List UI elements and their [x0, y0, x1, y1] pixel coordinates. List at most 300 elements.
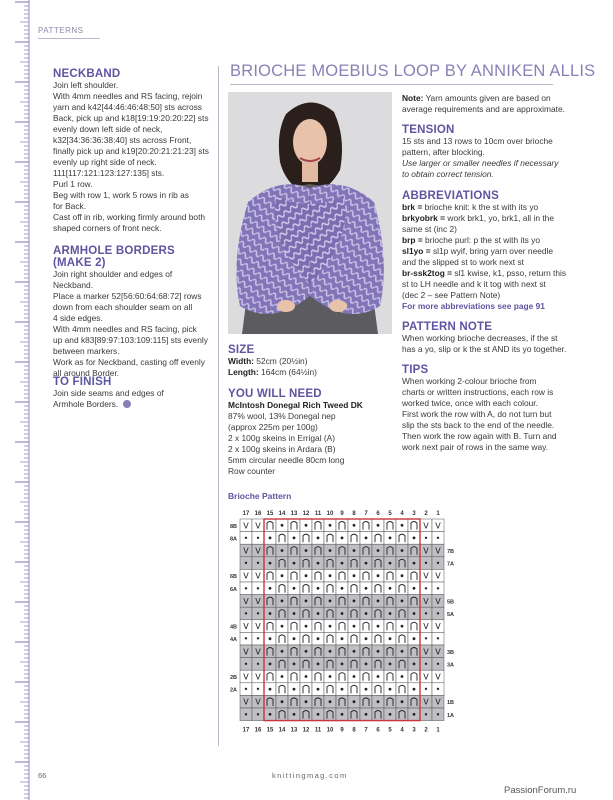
- slip-symbol: •: [435, 659, 441, 669]
- column-number: 16: [254, 727, 262, 734]
- brp-symbol: [329, 675, 332, 678]
- row-label-left: 4B: [229, 624, 237, 631]
- brp-symbol: [329, 524, 332, 527]
- abbreviation-line: [402, 213, 607, 224]
- chart-cell: [408, 620, 420, 633]
- chart-cell: [384, 519, 396, 532]
- abbreviation-definition: same st (inc 2): [402, 224, 457, 234]
- site-url: knittingmag.com: [272, 771, 348, 780]
- slip-symbol: V: [435, 546, 441, 556]
- row-label-left: 6B: [229, 574, 237, 581]
- chart-cell: [336, 544, 348, 557]
- chart-cell: [288, 620, 300, 633]
- chart-cell: [384, 695, 396, 708]
- chart-cell: [324, 658, 336, 671]
- note-line-1: Yarn amounts given are based on: [425, 93, 551, 103]
- neckband-line: Back, pick up and k18[19:19:20:20:22] sts: [53, 113, 209, 123]
- brp-symbol: [329, 600, 332, 603]
- armhole-line: down from each shoulder seam on all: [53, 302, 193, 312]
- pattern-note-heading: PATTERN NOTE: [402, 321, 493, 333]
- brp-symbol: [281, 700, 284, 703]
- slip-symbol: V: [423, 521, 429, 531]
- materials-text: [228, 411, 398, 477]
- row-label-left: 2B: [229, 675, 237, 681]
- slip-symbol: V: [435, 672, 441, 682]
- slip-symbol: •: [423, 559, 429, 569]
- chart-cell: [288, 645, 300, 658]
- brp-symbol: [317, 562, 320, 565]
- slip-symbol: V: [435, 622, 441, 632]
- slip-symbol: V: [435, 647, 441, 657]
- materials-line: Row counter: [228, 466, 276, 476]
- abbreviation-definition: (dec 2 – see Pattern Note): [402, 290, 501, 300]
- column-number: 17: [242, 511, 250, 517]
- chart-cell: [408, 544, 420, 557]
- row-label-left: 4A: [229, 637, 237, 644]
- chart-cell: [300, 658, 312, 671]
- chart-cell: [336, 670, 348, 683]
- chart-cell: [288, 519, 300, 532]
- section-label: PATTERNS: [38, 26, 84, 35]
- chart-cell: [324, 582, 336, 595]
- abbreviation-definition: and the slipped st to work next st: [402, 257, 524, 267]
- abbreviation-line: [402, 224, 607, 235]
- slip-symbol: •: [243, 710, 249, 720]
- neckband-line: 111[117:121:123:127:135] sts.: [53, 168, 165, 178]
- slip-symbol: •: [423, 634, 429, 644]
- materials-line: 5mm circular needle 80cm long: [228, 455, 345, 465]
- brp-symbol: [329, 549, 332, 552]
- tension-line-2: pattern, after blocking.: [402, 147, 485, 157]
- slip-symbol: V: [255, 672, 261, 682]
- page-ruler: [0, 0, 30, 800]
- brp-symbol: [305, 549, 308, 552]
- slip-symbol: •: [435, 533, 441, 543]
- tension-section: [402, 124, 602, 180]
- row-label-right: 7B: [447, 549, 455, 555]
- slip-symbol: •: [435, 584, 441, 594]
- yarn-name: McIntosh Donegal Rich Tweed DK: [228, 400, 363, 410]
- brp-symbol: [305, 675, 308, 678]
- brp-symbol: [269, 612, 272, 615]
- brp-symbol: [341, 713, 344, 716]
- chart-cell: [396, 683, 408, 696]
- row-label-right: 7A: [447, 561, 455, 568]
- slip-symbol: V: [435, 697, 441, 707]
- neckband-line: finally pick up and k19[20:20:21:21:23] sts: [53, 146, 209, 156]
- slip-symbol: •: [423, 584, 429, 594]
- slip-symbol: V: [423, 697, 429, 707]
- armhole-line: Neckband.: [53, 280, 94, 290]
- row-label-right: 5B: [447, 599, 455, 606]
- chart-cell: [312, 620, 324, 633]
- slip-symbol: V: [255, 697, 261, 707]
- chart-cell: [312, 695, 324, 708]
- abbreviation-definition: brioche knit: k the st with its yo: [422, 202, 539, 212]
- chart-cell: [360, 645, 372, 658]
- column-number: 14: [278, 727, 286, 734]
- slip-symbol: •: [423, 609, 429, 619]
- chart-cell: [300, 683, 312, 696]
- brp-symbol: [365, 663, 368, 666]
- page-title: BRIOCHE MOEBIUS LOOP BY ANNIKEN ALLIS: [230, 62, 553, 85]
- section-underline: [38, 38, 100, 39]
- materials-line: 2 x 100g skeins in Ardara (B): [228, 444, 336, 454]
- slip-symbol: V: [243, 697, 249, 707]
- armhole-heading: ARMHOLE BORDERS (MAKE 2): [53, 245, 175, 269]
- brp-symbol: [401, 625, 404, 628]
- slip-symbol: V: [255, 622, 261, 632]
- chart-cell: [264, 695, 276, 708]
- chart-cell: [276, 582, 288, 595]
- brp-symbol: [269, 537, 272, 540]
- brp-symbol: [413, 562, 416, 565]
- brp-symbol: [353, 625, 356, 628]
- slip-symbol: V: [423, 546, 429, 556]
- brp-symbol: [305, 574, 308, 577]
- brp-symbol: [293, 562, 296, 565]
- brp-symbol: [365, 612, 368, 615]
- chart-cell: [312, 569, 324, 582]
- abbreviation-term: brk =: [402, 202, 423, 212]
- column-number: 6: [376, 511, 380, 517]
- brp-symbol: [389, 562, 392, 565]
- abbreviation-term: br-ssk2tog =: [402, 268, 453, 278]
- brp-symbol: [389, 663, 392, 666]
- chart-cell: [348, 658, 360, 671]
- brp-symbol: [377, 700, 380, 703]
- brp-symbol: [293, 663, 296, 666]
- brp-symbol: [305, 600, 308, 603]
- neckband-line: yarn and k42[44:46:46:48:50] sts across: [53, 102, 202, 112]
- slip-symbol: •: [435, 710, 441, 720]
- column-number: 12: [302, 727, 310, 734]
- chart-cell: [300, 632, 312, 645]
- chart-cell: [372, 557, 384, 570]
- size-heading: SIZE: [228, 344, 255, 356]
- width-label: Width:: [228, 356, 254, 366]
- chart-cell: [288, 544, 300, 557]
- brp-symbol: [317, 537, 320, 540]
- slip-symbol: V: [243, 622, 249, 632]
- brp-symbol: [353, 650, 356, 653]
- neckband-text: [53, 80, 215, 234]
- brp-symbol: [365, 713, 368, 716]
- brp-symbol: [293, 537, 296, 540]
- chart-cell: [348, 708, 360, 721]
- chart-cell: [312, 670, 324, 683]
- chart-title: Brioche Pattern: [228, 491, 292, 501]
- brp-symbol: [401, 574, 404, 577]
- chart-cell: [336, 645, 348, 658]
- neckband-line: for Back.: [53, 201, 87, 211]
- neckband-line: With 4mm needles and RS facing, rejoin: [53, 91, 203, 101]
- chart-cell: [288, 670, 300, 683]
- column-number: 15: [266, 727, 274, 734]
- brp-symbol: [281, 650, 284, 653]
- chart-cell: [408, 595, 420, 608]
- abbreviations-heading: ABBREVIATIONS: [402, 190, 499, 202]
- finish-section: [53, 376, 215, 410]
- row-label-right: 5A: [447, 612, 455, 618]
- slip-symbol: •: [423, 533, 429, 543]
- chart-cell: [348, 683, 360, 696]
- abbreviations-list: [402, 202, 607, 301]
- watermark: PassionForum.ru: [504, 785, 577, 796]
- neckband-line: Beg with row 1, work 5 rows in rib as: [53, 190, 189, 200]
- pattern-note-line-2: has a yo, slip or k the st AND its yo together.: [402, 344, 567, 354]
- brp-symbol: [305, 524, 308, 527]
- abbreviation-line: [402, 279, 607, 290]
- abbreviation-definition: sl1p wyif, bring yarn over needle: [430, 246, 554, 256]
- brp-symbol: [269, 637, 272, 640]
- chart-cell: [336, 519, 348, 532]
- slip-symbol: V: [243, 647, 249, 657]
- column-number: 8: [352, 727, 356, 734]
- brp-symbol: [317, 688, 320, 691]
- brp-symbol: [293, 612, 296, 615]
- chart-cell: [408, 519, 420, 532]
- armhole-line: 4 side edges.: [53, 313, 103, 323]
- slip-symbol: •: [435, 634, 441, 644]
- armhole-line: With 4mm needles and RS facing, pick: [53, 324, 197, 334]
- column-number: 9: [340, 511, 344, 517]
- chart-cell: [276, 532, 288, 545]
- column-number: 1: [436, 511, 440, 517]
- row-label-left: 8A: [229, 536, 237, 543]
- materials-line: (approx 225m per 100g): [228, 422, 318, 432]
- chart-cell: [324, 683, 336, 696]
- column-number: 3: [412, 727, 416, 734]
- brp-symbol: [281, 574, 284, 577]
- chart-cell: [312, 544, 324, 557]
- column-number: 4: [400, 727, 404, 734]
- width-value: 52cm (20½in): [256, 356, 308, 366]
- neckband-line: shaped corners of front neck.: [53, 223, 162, 233]
- tips-line: First work the row with A, do not turn but: [402, 409, 552, 419]
- chart-cell: [348, 557, 360, 570]
- brp-symbol: [329, 625, 332, 628]
- brp-symbol: [305, 625, 308, 628]
- size-section: [228, 344, 398, 378]
- armhole-text: [53, 269, 215, 379]
- chart-cell: [372, 607, 384, 620]
- chart-cell: [312, 519, 324, 532]
- brp-symbol: [341, 612, 344, 615]
- brp-symbol: [377, 600, 380, 603]
- brp-symbol: [317, 663, 320, 666]
- neckband-line: evenly down left side of neck,: [53, 124, 163, 134]
- materials-line: 2 x 100g skeins in Errigal (A): [228, 433, 336, 443]
- chart-cell: [276, 708, 288, 721]
- armhole-section: [53, 245, 215, 379]
- chart-cell: [324, 632, 336, 645]
- finish-heading: TO FINISH: [53, 376, 112, 388]
- brp-symbol: [401, 650, 404, 653]
- yarn-note: [402, 93, 602, 115]
- model-photo: [228, 92, 392, 334]
- row-label-left: 8B: [229, 523, 237, 530]
- armhole-line: Join right shoulder and edges of: [53, 269, 173, 279]
- more-abbreviations-link[interactable]: For more abbreviations see page 91: [402, 301, 545, 311]
- brp-symbol: [341, 537, 344, 540]
- brp-symbol: [377, 675, 380, 678]
- column-number: 4: [400, 511, 404, 517]
- brp-symbol: [413, 713, 416, 716]
- slip-symbol: •: [243, 559, 249, 569]
- slip-symbol: •: [255, 710, 261, 720]
- tips-line: slip the sts back to the end of the needle.: [402, 420, 555, 430]
- chart-cell: [360, 544, 372, 557]
- armhole-line: Place a marker 52[56:60:64:68:72] rows: [53, 291, 202, 301]
- slip-symbol: V: [423, 571, 429, 581]
- brp-symbol: [281, 600, 284, 603]
- chart-cell: [408, 695, 420, 708]
- tips-line: work next pair of rows in the same way.: [402, 442, 548, 452]
- brp-symbol: [389, 537, 392, 540]
- chart-cell: [408, 569, 420, 582]
- abbreviation-line: [402, 202, 607, 213]
- finish-line-2: Armhole Borders.: [53, 399, 119, 409]
- slip-symbol: V: [243, 596, 249, 606]
- slip-symbol: •: [255, 609, 261, 619]
- slip-symbol: V: [423, 672, 429, 682]
- brp-symbol: [329, 650, 332, 653]
- neckband-line: Purl 1 row.: [53, 179, 93, 189]
- chart-cell: [384, 595, 396, 608]
- neckband-line: Cast off in rib, working firmly around both: [53, 212, 206, 222]
- brp-symbol: [317, 637, 320, 640]
- chart-cell: [372, 683, 384, 696]
- chart-cell: [312, 645, 324, 658]
- abbreviation-term: brkyobrk =: [402, 213, 446, 223]
- chart-cell: [384, 569, 396, 582]
- brp-symbol: [293, 713, 296, 716]
- chart-cell: [276, 683, 288, 696]
- chart-cell: [372, 658, 384, 671]
- brp-symbol: [341, 587, 344, 590]
- chart-cell: [324, 607, 336, 620]
- brp-symbol: [401, 675, 404, 678]
- slip-symbol: •: [255, 685, 261, 695]
- tension-line-1: 15 sts and 13 rows to 10cm over brioche: [402, 136, 553, 146]
- slip-symbol: V: [243, 672, 249, 682]
- column-number: 9: [340, 727, 344, 734]
- slip-symbol: •: [255, 559, 261, 569]
- chart-cell: [408, 645, 420, 658]
- chart-cell: [276, 632, 288, 645]
- chart-cell: [348, 607, 360, 620]
- tips-text: [402, 376, 607, 453]
- brp-symbol: [353, 600, 356, 603]
- brp-symbol: [353, 675, 356, 678]
- column-number: 2: [424, 727, 428, 734]
- chart-cell: [408, 670, 420, 683]
- brp-symbol: [353, 549, 356, 552]
- column-number: 8: [352, 511, 356, 517]
- page-number: 66: [38, 771, 47, 780]
- chart-cell: [372, 632, 384, 645]
- materials-section: [228, 388, 398, 477]
- note-label: Note:: [402, 93, 424, 103]
- column-number: 12: [302, 511, 310, 517]
- column-number: 10: [326, 511, 334, 517]
- chart-cell: [336, 695, 348, 708]
- slip-symbol: V: [435, 571, 441, 581]
- chart-cell: [396, 557, 408, 570]
- abbreviations-section: [402, 190, 607, 312]
- abbreviation-term: sl1yo =: [402, 246, 431, 256]
- brp-symbol: [269, 688, 272, 691]
- row-label-left: 6A: [229, 586, 237, 593]
- chart-cell: [396, 607, 408, 620]
- slip-symbol: V: [423, 596, 429, 606]
- column-number: 3: [412, 511, 416, 517]
- slip-symbol: V: [423, 647, 429, 657]
- tips-section: [402, 364, 607, 453]
- brp-symbol: [401, 600, 404, 603]
- abbreviation-line: [402, 290, 607, 301]
- chart-cell: [360, 620, 372, 633]
- brp-symbol: [389, 587, 392, 590]
- materials-line: 87% wool, 13% Donegal nep: [228, 411, 336, 421]
- end-mark-icon: [123, 400, 131, 408]
- chart-cell: [276, 557, 288, 570]
- abbreviation-line: [402, 268, 607, 279]
- brp-symbol: [269, 663, 272, 666]
- length-label: Length:: [228, 367, 259, 377]
- abbreviation-line: [402, 246, 607, 257]
- brp-symbol: [377, 574, 380, 577]
- slip-symbol: V: [243, 571, 249, 581]
- slip-symbol: •: [435, 685, 441, 695]
- brp-symbol: [341, 637, 344, 640]
- slip-symbol: •: [243, 584, 249, 594]
- chart-cell: [396, 582, 408, 595]
- brp-symbol: [353, 700, 356, 703]
- brp-symbol: [281, 549, 284, 552]
- chart-cell: [264, 620, 276, 633]
- brp-symbol: [305, 700, 308, 703]
- column-number: 13: [290, 727, 298, 734]
- tips-line: Then work the row again with B. Turn and: [402, 431, 557, 441]
- chart-cell: [324, 532, 336, 545]
- column-number: 16: [254, 511, 262, 517]
- chart-cell: [300, 532, 312, 545]
- armhole-line: up and k83[89:97:103:109:115] sts evenly: [53, 335, 208, 345]
- brp-symbol: [329, 700, 332, 703]
- column-number: 6: [376, 727, 380, 734]
- brp-symbol: [341, 663, 344, 666]
- length-value: 164cm (64½in): [261, 367, 317, 377]
- brp-symbol: [293, 637, 296, 640]
- brp-symbol: [365, 637, 368, 640]
- chart-cell: [264, 544, 276, 557]
- chart-cell: [324, 557, 336, 570]
- brp-symbol: [401, 549, 404, 552]
- chart-cell: [264, 670, 276, 683]
- chart-cell: [396, 632, 408, 645]
- brp-symbol: [341, 562, 344, 565]
- brp-symbol: [365, 688, 368, 691]
- neckband-heading: NECKBAND: [53, 68, 121, 80]
- tips-line: When working 2-colour brioche from: [402, 376, 537, 386]
- brp-symbol: [329, 574, 332, 577]
- brioche-chart: [222, 503, 484, 745]
- brp-symbol: [389, 713, 392, 716]
- slip-symbol: V: [255, 546, 261, 556]
- chart-cell: [348, 582, 360, 595]
